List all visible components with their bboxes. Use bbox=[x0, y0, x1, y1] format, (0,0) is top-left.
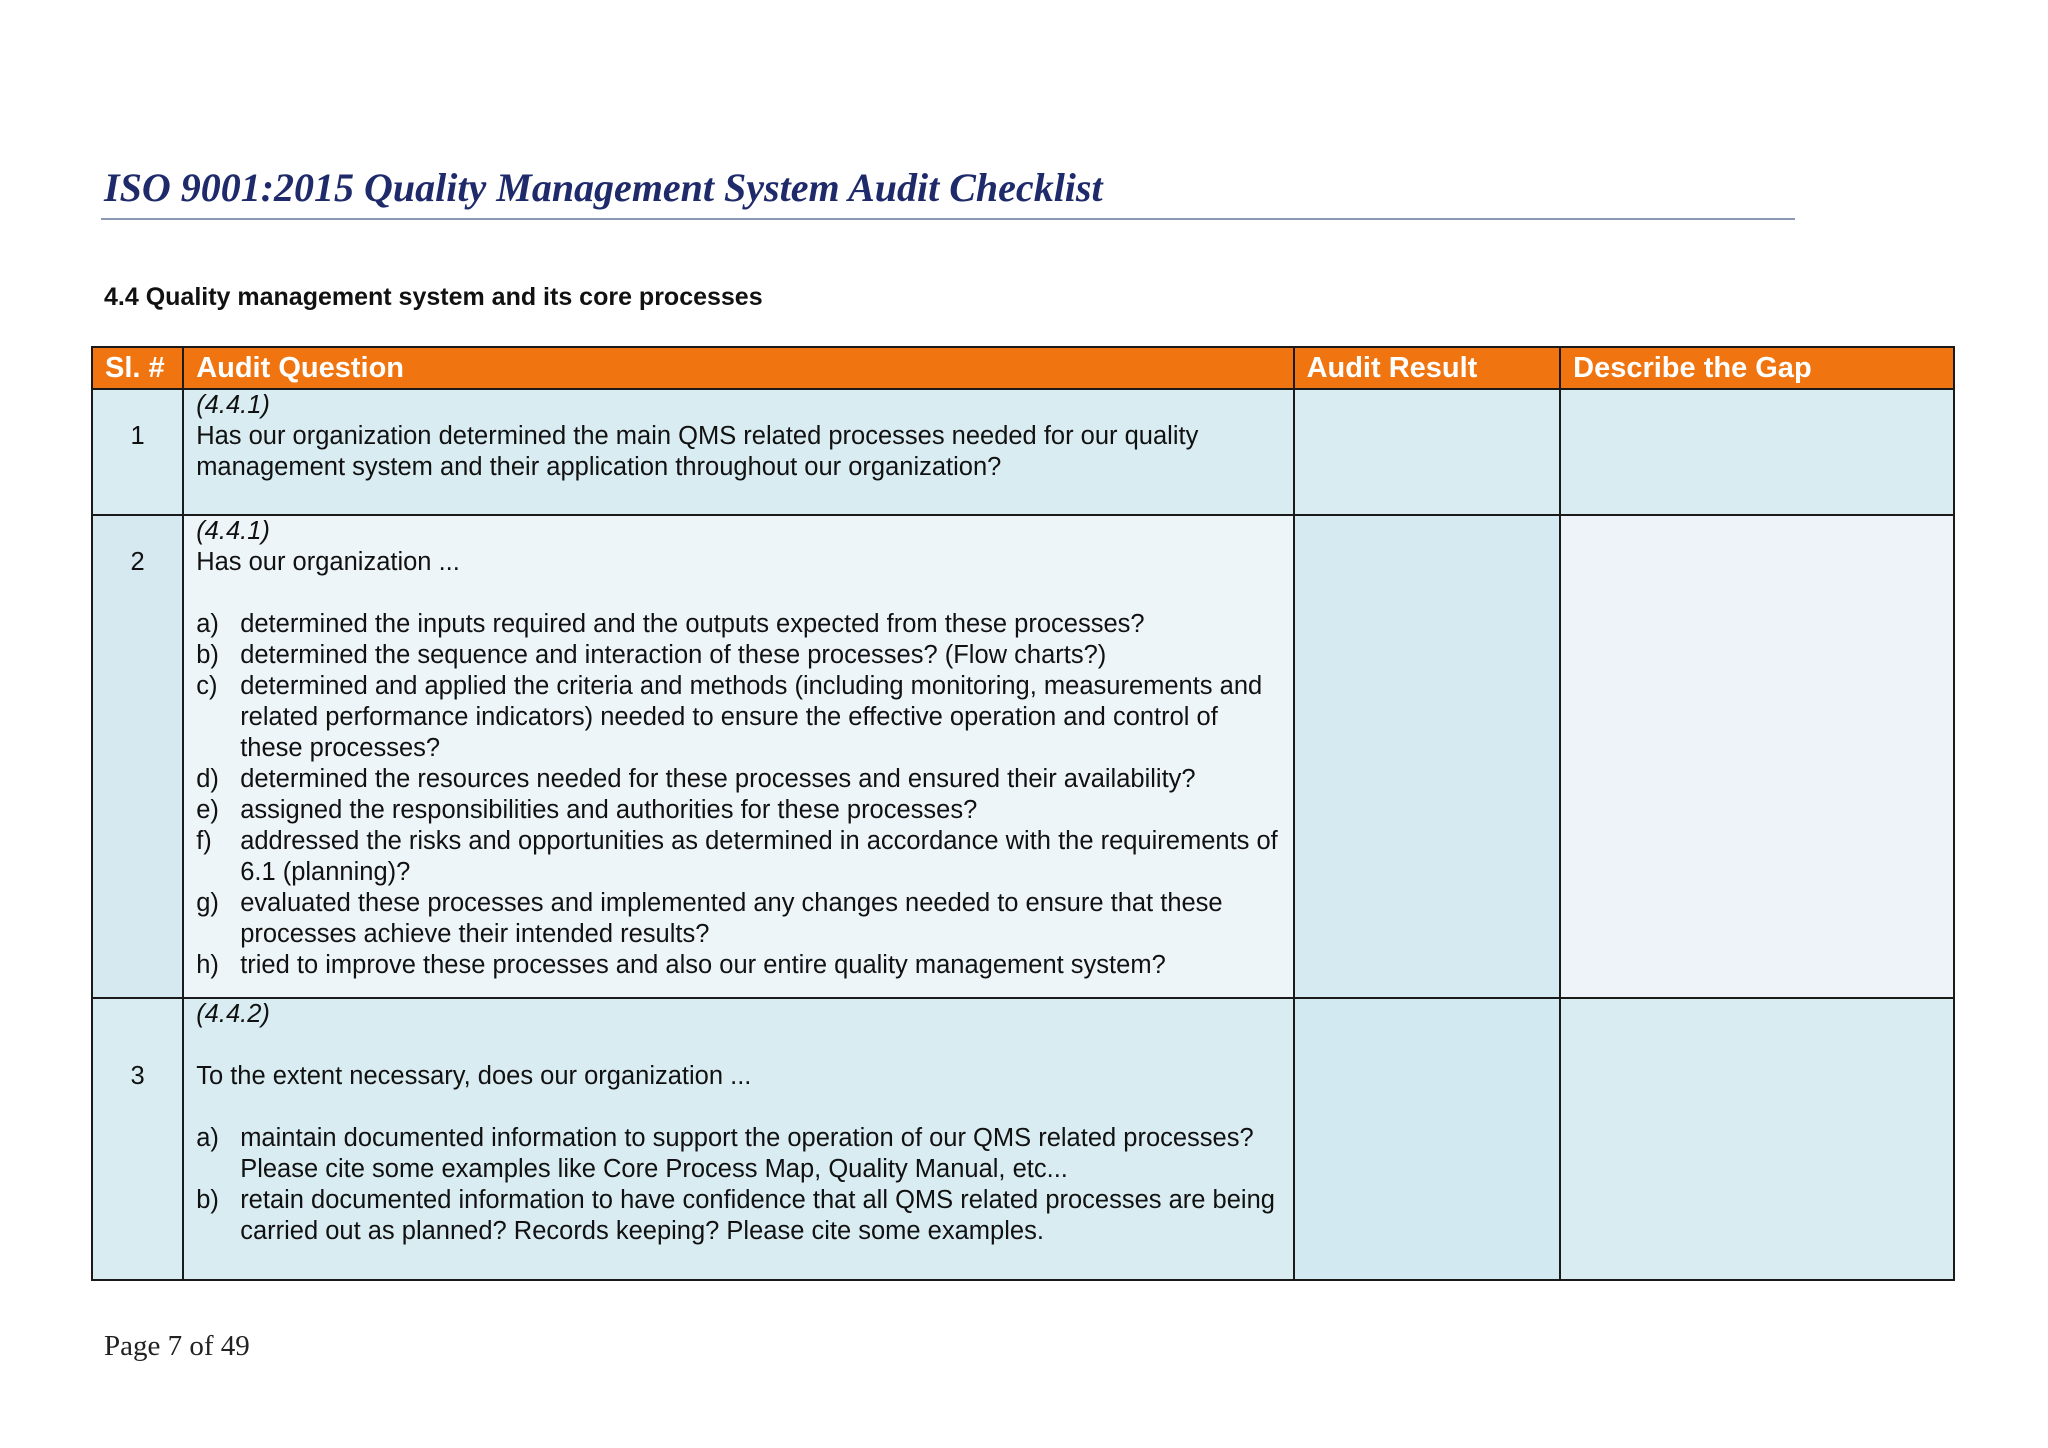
sub-item: c) determined and applied the criteria and methods (including monitoring, measurements and related performance indicators) needed to ensure the effective operation and control of these processes? bbox=[196, 672, 1263, 762]
question-sub-items bbox=[196, 609, 1280, 981]
row-number: 1 bbox=[130, 422, 145, 450]
header-describe-gap: Describe the Gap bbox=[1560, 347, 1954, 389]
header-audit-question: Audit Question bbox=[183, 347, 1293, 389]
question-sub-items bbox=[196, 1123, 1280, 1247]
audit-question-cell bbox=[183, 389, 1293, 515]
page-number: Page 7 of 49 bbox=[104, 1330, 250, 1362]
sub-item: g) evaluated these processes and implemented any changes needed to ensure that these processes achieve their intended results? bbox=[196, 889, 1223, 948]
table-header-row bbox=[92, 347, 1954, 389]
section-heading: 4.4 Quality management system and its core processes bbox=[104, 283, 763, 311]
sub-item: d) determined the resources needed for these processes and ensured their availability? bbox=[196, 765, 1196, 793]
row-number: 2 bbox=[130, 548, 145, 576]
audit-result-cell[interactable] bbox=[1294, 389, 1561, 515]
sub-item: e) assigned the responsibilities and authorities for these processes? bbox=[196, 796, 978, 824]
row-number: 3 bbox=[130, 1062, 145, 1090]
clause-reference: (4.4.1) bbox=[196, 517, 270, 545]
sub-item: b) determined the sequence and interaction of these processes? (Flow charts?) bbox=[196, 641, 1107, 669]
question-text: Has our organization determined the main QMS related processes needed for our quality management system and their application throughout our organization? bbox=[196, 422, 1199, 481]
question-intro: To the extent necessary, does our organization ... bbox=[196, 1062, 752, 1090]
sub-item: h) tried to improve these processes and also our entire quality management system? bbox=[196, 951, 1166, 979]
row-number-cell bbox=[92, 389, 183, 515]
audit-result-cell[interactable] bbox=[1294, 515, 1561, 998]
title-divider bbox=[101, 218, 1795, 220]
sub-item: a) maintain documented information to support the operation of our QMS related processes? Please cite some examples like Core Process Map, Quality Manual, etc... bbox=[196, 1124, 1254, 1183]
row-number-cell bbox=[92, 998, 183, 1280]
table-row bbox=[92, 998, 1954, 1280]
clause-reference: (4.4.2) bbox=[196, 1000, 270, 1028]
audit-result-cell[interactable] bbox=[1294, 998, 1561, 1280]
document-title: ISO 9001:2015 Quality Management System Audit Checklist bbox=[104, 165, 1103, 210]
describe-gap-cell[interactable] bbox=[1560, 515, 1954, 998]
sub-item: a) determined the inputs required and the outputs expected from these processes? bbox=[196, 610, 1145, 638]
describe-gap-cell[interactable] bbox=[1560, 998, 1954, 1280]
row-number-cell bbox=[92, 515, 183, 998]
sub-item: f) addressed the risks and opportunities as determined in accordance with the requirements of 6.1 (planning)? bbox=[196, 827, 1278, 886]
audit-question-cell bbox=[183, 998, 1293, 1280]
table-row bbox=[92, 389, 1954, 515]
audit-question-cell bbox=[183, 515, 1293, 998]
question-intro: Has our organization ... bbox=[196, 548, 460, 576]
table-row bbox=[92, 515, 1954, 998]
audit-checklist-table bbox=[91, 346, 1955, 1281]
header-sl-no: Sl. # bbox=[92, 347, 183, 389]
sub-item: b) retain documented information to have confidence that all QMS related processes are being carried out as planned? Records keeping? Please cite some examples. bbox=[196, 1186, 1275, 1245]
describe-gap-cell[interactable] bbox=[1560, 389, 1954, 515]
header-audit-result: Audit Result bbox=[1294, 347, 1561, 389]
clause-reference: (4.4.1) bbox=[196, 391, 270, 419]
